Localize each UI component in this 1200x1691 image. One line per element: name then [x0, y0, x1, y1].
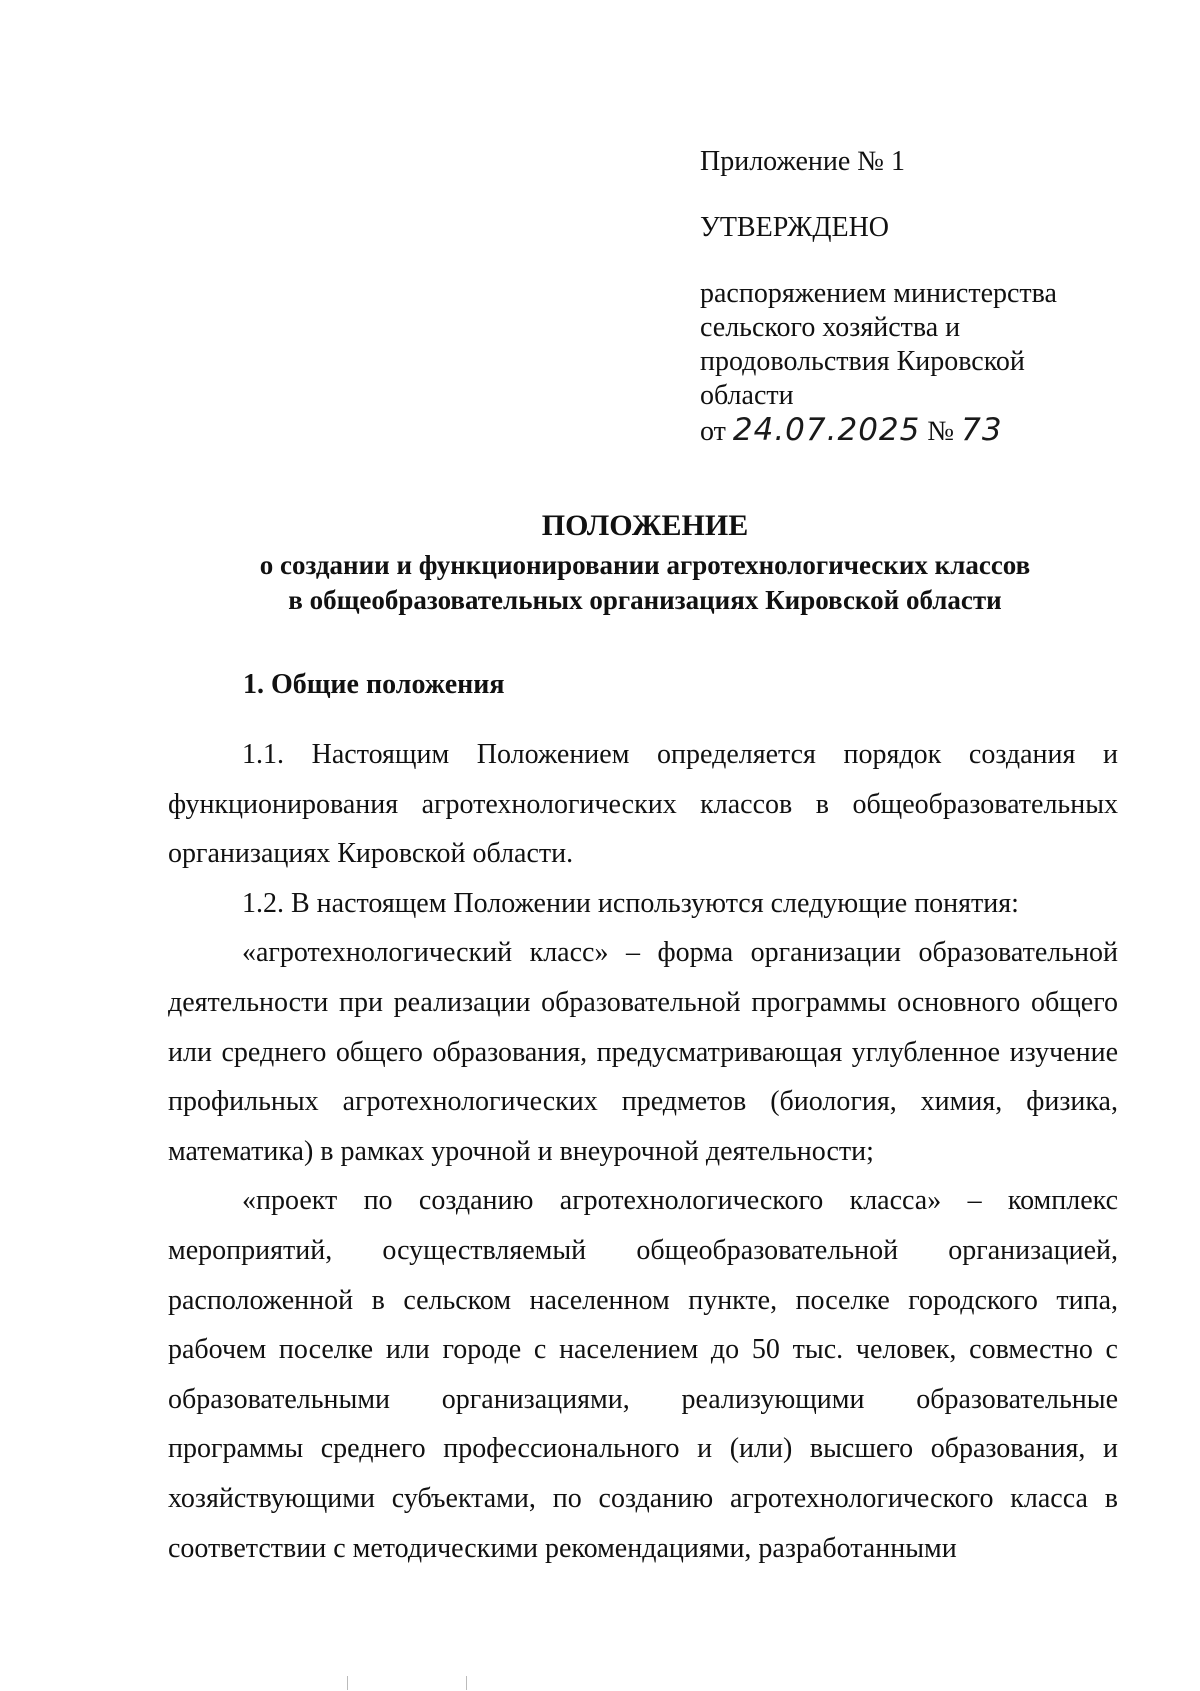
handwritten-date: 24.07.2025 [732, 412, 921, 448]
appendix-label: Приложение № 1 [700, 146, 905, 177]
definition-agrotech-class: «агротехнологический класс» – форма организации образовательной деятельности при реализации образовательной программы основного общего или среднего общего образования, предусматривающая углубленное изучение профильных агротехнологических предметов (биология, химия, физика, математика) в рамках урочной и внеурочной деятельности; [168, 937, 1118, 1167]
definition-project: «проект по созданию агротехнологического класса» – комплекс мероприятий, осуществляемый общеобразовательной организацией, расположенной в сельском населенном пункте, поселке городского типа, рабочем поселке или городе с населением до 50 тыс. человек, совместно с образовательными организациями, реализующими образовательные программы среднего профессионального и (или) высшего образования, и хозяйствующими субъектами, по созданию агротехнологического класса в соответствии с методическими рекомендациями, разработанными [168, 1185, 1118, 1564]
approval-text: распоряжением министерства сельского хозяйства и продовольствия Кировской области [700, 278, 1057, 411]
date-prefix: от [700, 416, 726, 447]
handwritten-number: 73 [961, 412, 1003, 448]
scan-mark [347, 1676, 348, 1690]
paragraph-1-1: 1.1. Настоящим Положением определяется порядок создания и функционирования агротехнологических классов в общеобразовательных организациях Кировской области. [168, 739, 1118, 870]
approved-label: УТВЕРЖДЕНО [700, 212, 890, 243]
number-prefix: № [927, 416, 955, 447]
document-title: ПОЛОЖЕНИЕ [541, 509, 749, 542]
document-subtitle-line-1: о создании и функционировании агротехнологических классов [259, 550, 1031, 580]
document-subtitle-line-2: в общеобразовательных организациях Кировской области [288, 585, 1002, 615]
scan-mark [466, 1676, 467, 1690]
section-heading: 1. Общие положения [243, 669, 505, 700]
paragraph-1-2: 1.2. В настоящем Положении используются следующие понятия: [242, 887, 1019, 919]
section-body [168, 730, 1118, 1573]
date-number-line [700, 413, 1120, 449]
approval-block [700, 277, 1120, 449]
